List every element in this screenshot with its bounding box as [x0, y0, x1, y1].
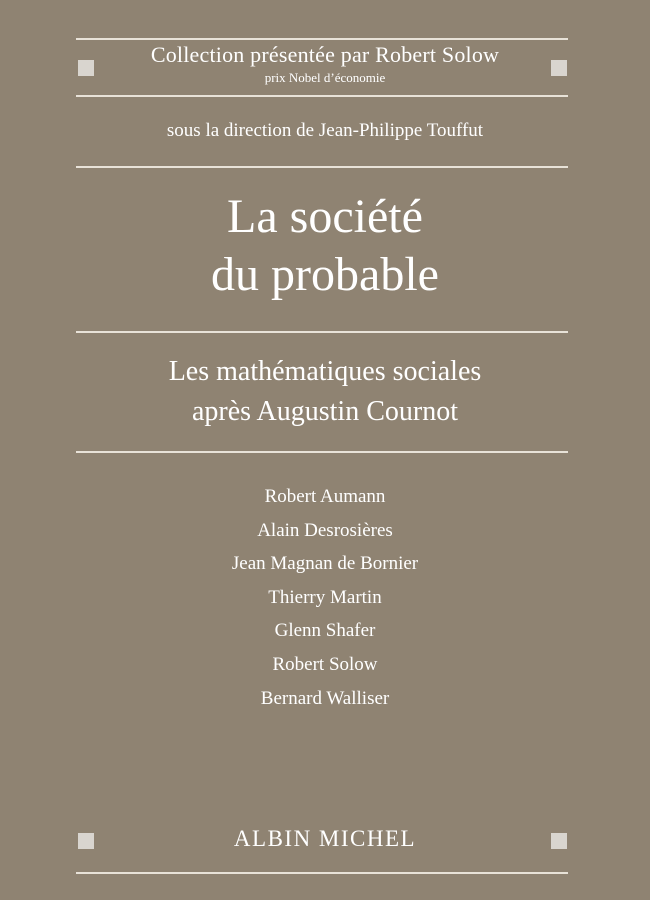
book-title-line-2: du probable [211, 248, 439, 301]
book-title [0, 188, 650, 304]
title-rule [76, 331, 568, 333]
author-name: Bernard Walliser [260, 687, 390, 709]
author-name: Jean Magnan de Bornier [231, 553, 419, 575]
collection-line: Collection présentée par Robert Solow [150, 42, 500, 67]
collection-subline: prix Nobel d’économie [264, 70, 386, 85]
bottom-rule [76, 872, 568, 874]
collection-rule [76, 95, 568, 97]
publisher-name: ALBIN MICHEL [233, 826, 417, 851]
book-subtitle-line-2: après Augustin Cournot [192, 396, 458, 427]
direction-line: sous la direction de Jean-Philippe Touffut [166, 120, 484, 141]
author-name: Robert Solow [272, 653, 378, 675]
author-list [0, 480, 650, 715]
top-rule [76, 38, 568, 40]
subtitle-rule [76, 451, 568, 453]
book-subtitle-line-1: Les mathématiques sociales [168, 356, 482, 387]
author-name: Robert Aumann [264, 486, 386, 507]
author-name: Alain Desrosières [257, 519, 393, 541]
author-name: Thierry Martin [268, 586, 382, 608]
book-subtitle [0, 352, 650, 432]
direction-rule [76, 166, 568, 168]
author-name: Glenn Shafer [274, 620, 376, 642]
book-title-line-1: La société [227, 190, 423, 243]
